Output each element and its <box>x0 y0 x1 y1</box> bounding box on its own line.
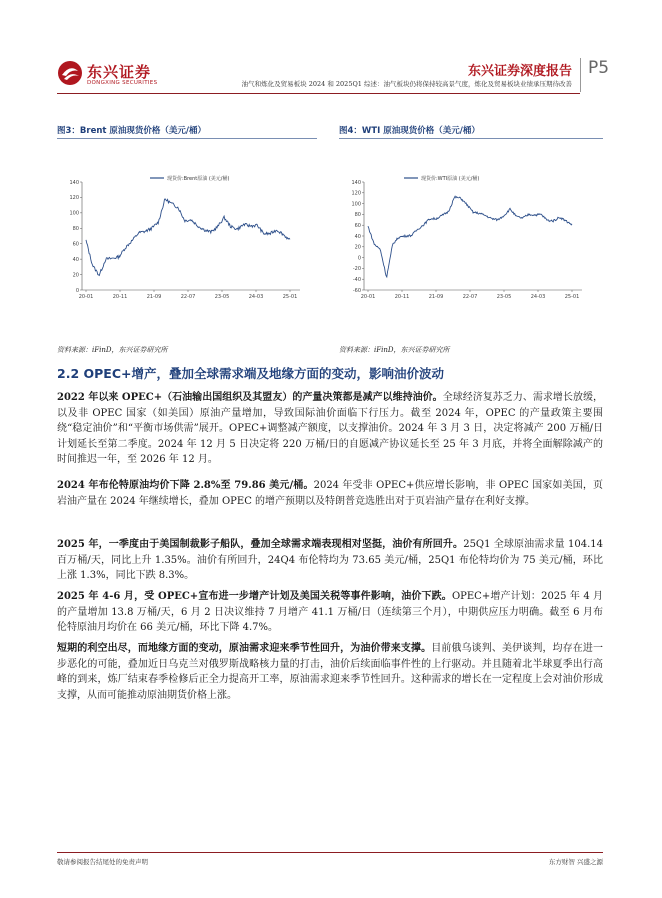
footer-disclaimer: 敬请参阅报告结尾处的免责声明 <box>57 858 148 866</box>
figure-3-caption: 图3：Brent 原油现货价格（美元/桶） <box>57 126 207 136</box>
figure-3-source: 资料来源：iFinD，东兴证券研究所 <box>57 346 168 354</box>
x-tick-label: 20-01 <box>360 294 376 300</box>
page-header <box>0 0 662 100</box>
series-line <box>86 199 290 276</box>
header-divider <box>580 58 581 92</box>
y-tick-label: 140 <box>351 179 361 186</box>
y-tick-label: 80 <box>72 226 79 233</box>
paragraph-2024-brent <box>57 478 603 509</box>
x-tick-label: 20-11 <box>112 294 128 300</box>
figure-3-rule <box>57 138 317 139</box>
header-rule <box>57 93 580 94</box>
figure-4-chart <box>342 168 592 308</box>
paragraph-lead: 2022 年以来 OPEC+（石油输出国组织及其盟友）的产量决策都是减产以维持油价。 <box>57 392 443 403</box>
x-tick-label: 22-07 <box>462 294 478 300</box>
legend-label: 现货价:Brent原油 (美元/桶) <box>167 175 230 182</box>
x-tick-label: 23-05 <box>496 294 512 300</box>
y-tick-label: 100 <box>351 201 361 208</box>
series-line <box>368 196 572 277</box>
figure-3-chart <box>60 168 310 308</box>
paragraph-body: 2024 年受非 OPEC+供应增长影响，非 OPEC 国家如美国，页岩油产量在 2024 年继续增长，叠加 OPEC 的增产预期以及特朗普竞选胜出对于页岩油产量存在利好支撑。 <box>57 480 603 507</box>
y-tick-label: 20 <box>72 272 79 279</box>
x-tick-label: 24-03 <box>530 294 546 300</box>
legend-label: 现货价:WTI原油 (美元/桶) <box>421 175 480 182</box>
x-tick-label: 20-01 <box>78 294 94 300</box>
paragraph-lead: 2025 年 4-6 月，受 OPEC+宣布进一步增产计划及美国关税等事件影响，油价下跌。 <box>57 591 452 602</box>
paragraph-opec-policy <box>57 390 603 468</box>
x-tick-label: 25-01 <box>282 294 298 300</box>
paragraph-body: 全球经济复苏乏力、需求增长放缓，以及非 OPEC 国家（如美国）原油产量增加，导致国际油价面临下行压力。截至 2024 年，OPEC 的产量政策主要围绕“稳定油价”和“平衡市场供需”展开。OPEC+调整减产额度，以支撑油价。2024 年 3 月 3 日，决定将减产 200 万桶/日计划延长至第二季度。2024 年 12 月 5 日决定将 220 万桶/日的自愿减产协议延长至 25 年 3 月底，并将全面解除减产的时间推迟一年，至 2026 年 12 月。 <box>57 392 603 466</box>
footer-slogan: 东方财智 兴盛之源 <box>548 858 603 866</box>
paragraph-outlook <box>57 641 603 703</box>
x-tick-label: 21-09 <box>146 294 162 300</box>
y-tick-label: -40 <box>352 277 361 283</box>
y-tick-label: 60 <box>354 223 361 229</box>
report-title: 东兴证券深度报告 <box>467 64 572 79</box>
y-tick-label: 0 <box>75 287 79 294</box>
logo-mark-icon <box>57 60 83 86</box>
paragraph-2025-apr-jun <box>57 589 603 636</box>
y-tick-label: 0 <box>357 255 361 262</box>
paragraph-body: OPEC+增产计划：2025 年 4 月的产量增加 13.8 万桶/天，6 月 2 日决议维持 7 月增产 41.1 万桶/日（连续第三个月），中期供应压力明确。截至 6 月布伦特原油月均价在 66 美元/桶，环比下降 4.7%。 <box>57 591 604 634</box>
footer-rule <box>57 852 603 853</box>
paragraph-lead: 2025 年，一季度由于美国制裁影子船队，叠加全球需求端表现相对坚挺，油价有所回升。 <box>57 539 464 550</box>
x-tick-label: 20-11 <box>394 294 410 300</box>
y-tick-label: -60 <box>352 287 361 294</box>
page-number: P5 <box>588 58 610 78</box>
figure-4-source: 资料来源：iFinD，东兴证券研究所 <box>339 346 450 354</box>
y-tick-label: 100 <box>69 210 79 217</box>
logo-subtitle: DONGXING SECURITIES <box>87 80 158 86</box>
paragraph-lead: 短期的利空出尽，而地缘方面的变动，原油需求迎来季节性回升，为油价带来支撑。 <box>57 643 432 654</box>
section-title: 2.2 OPEC+增产，叠加全球需求端及地缘方面的变动，影响油价波动 <box>57 366 444 381</box>
x-tick-label: 24-03 <box>248 294 264 300</box>
header-subtitle: 油气和炼化及贸易板块 2024 和 2025Q1 综述：油气板块仍将保持较高景气度，炼化及贸易板块业绩承压期待改善 <box>241 80 572 88</box>
x-tick-label: 23-05 <box>214 294 230 300</box>
figure-4-rule <box>339 138 603 139</box>
paragraph-lead: 2024 年布伦特原油均价下降 2.8%至 79.86 美元/桶。 <box>57 480 314 491</box>
y-tick-label: 140 <box>69 179 79 186</box>
paragraph-body: 目前俄乌谈判、美伊谈判，均存在进一步恶化的可能，叠加近日乌克兰对俄罗斯战略核力量的打击，油价后续面临事件性的上行驱动。并且随着北半球夏季出行高峰的到来，炼厂结束春季检修后正全力提高开工率，原油需求迎来季节性回升。这种需求的增长在一定程度上会对油价形成支撑，从而可能推动原油期货价格上涨。 <box>57 643 604 701</box>
y-tick-label: 40 <box>72 256 79 263</box>
y-tick-label: 120 <box>69 195 79 202</box>
y-tick-label: 40 <box>354 233 361 240</box>
paragraph-body: 25Q1 全球原油需求量 104.14 百万桶/天，同比上升 1.35%。油价有所回升，24Q4 布伦特均为 73.65 美元/桶，25Q1 布伦特均价为 75 美元/桶，环比上涨 1.3%，同比下跌 8.3%。 <box>57 539 603 582</box>
x-tick-label: 22-07 <box>180 294 196 300</box>
x-tick-label: 21-09 <box>428 294 444 300</box>
paragraph-2025q1 <box>57 537 603 584</box>
y-tick-label: 60 <box>72 241 79 248</box>
company-logo <box>57 60 167 92</box>
y-tick-label: -20 <box>352 266 361 273</box>
x-tick-label: 25-01 <box>564 294 580 300</box>
y-tick-label: 120 <box>351 190 361 197</box>
logo-name: 东兴证券 <box>87 63 152 81</box>
y-tick-label: 80 <box>354 212 361 219</box>
figure-4-caption: 图4：WTI 原油现货价格（美元/桶） <box>339 126 480 136</box>
y-tick-label: 20 <box>354 244 361 251</box>
